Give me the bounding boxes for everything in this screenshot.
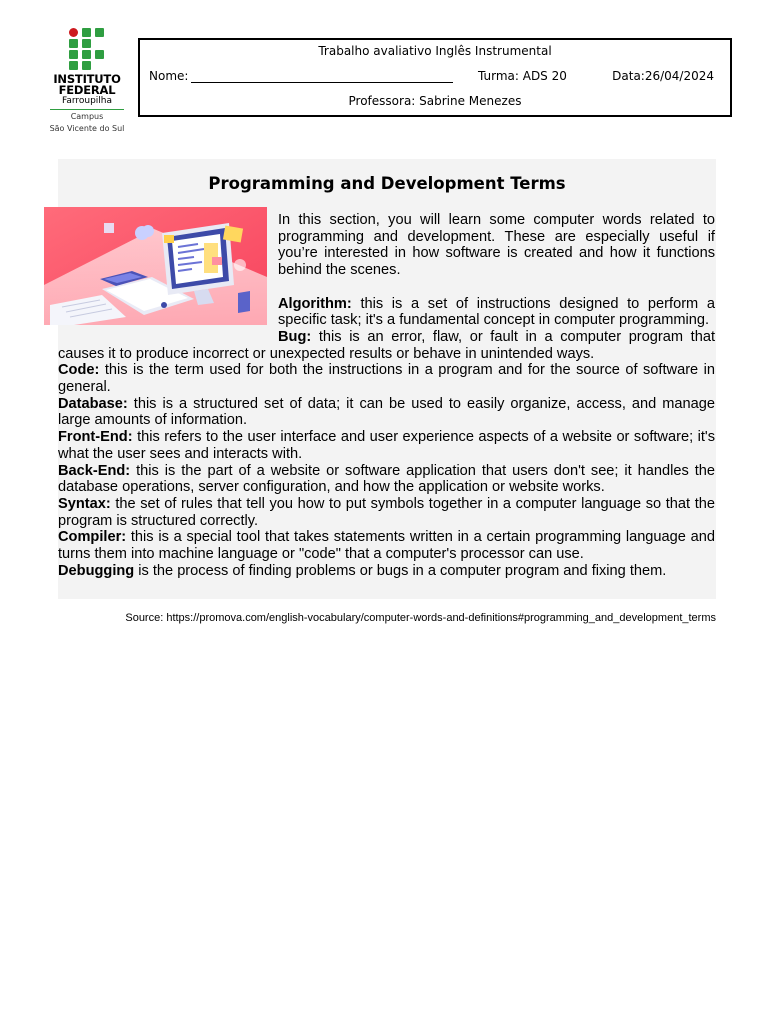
- section-body: [58, 212, 715, 579]
- term-label: Back-End:: [58, 462, 131, 479]
- term-definition: this is an error, flaw, or fault in a computer program that causes it to produce incorrect or unexpected results or behave in unintended ways.: [58, 328, 715, 362]
- term-label: Syntax:: [58, 495, 111, 512]
- logo-subtitle: Farroupilha: [50, 96, 124, 110]
- term-label: Database:: [58, 395, 128, 412]
- term-definition: this refers to the user interface and user experience aspects of a website or software; it's what the user sees and interacts with.: [58, 429, 715, 462]
- term-database: [58, 396, 715, 429]
- logo-campus-line1: Campus: [70, 112, 104, 121]
- source-citation: Source: https://promova.com/english-vocabulary/computer-words-and-definitions#programming_and_development_terms: [125, 612, 716, 624]
- term-definition: this is the part of a website or software application that users don't see; it handles the database operations, server configuration, and how the application or website works.: [58, 462, 715, 496]
- term-front-end: [58, 429, 715, 462]
- logo-campus-line2: São Vicente do Sul: [49, 124, 125, 133]
- teacher-label: Professora: Sabrine Menezes: [348, 94, 522, 108]
- term-definition: this is a set of instructions designed to perform a specific task; it's a fundamental concept in computer programming.: [278, 295, 715, 329]
- term-code: [58, 362, 715, 395]
- term-definition: this is a structured set of data; it can be used to easily organize, access, and manage large amounts of information.: [58, 395, 715, 429]
- term-syntax: [58, 496, 715, 529]
- term-label: Debugging: [58, 562, 135, 579]
- term-back-end: [58, 463, 715, 496]
- term-debugging: [58, 563, 715, 580]
- term-label: Bug:: [278, 328, 312, 345]
- term-definition: this is the term used for both the instructions in a program and for the source of software in general.: [58, 362, 715, 396]
- term-definition: is the process of finding problems or bugs in a computer program and fixing them.: [134, 562, 667, 579]
- term-label: Compiler:: [58, 529, 127, 546]
- illustration-spacer: [58, 212, 278, 334]
- name-blank-line[interactable]: [191, 82, 453, 83]
- class-label: Turma: ADS 20: [478, 69, 567, 83]
- student-info-row: [149, 69, 714, 85]
- date-label: Data:26/04/2024: [612, 69, 714, 83]
- term-label: Code:: [58, 362, 100, 379]
- term-definition: this is a special tool that takes statements written in a certain programming language and turns them into machine language or "code" that a computer's processor can use.: [58, 529, 715, 563]
- name-label: Nome:: [149, 69, 189, 83]
- logo-mark-icon: [69, 28, 105, 72]
- term-compiler: [58, 529, 715, 562]
- logo-name-line1: INSTITUTO: [53, 72, 121, 86]
- term-label: Front-End:: [58, 429, 133, 446]
- logo-name-line2: FEDERAL: [58, 83, 116, 97]
- institution-logo: [44, 28, 130, 134]
- assignment-header: [138, 38, 732, 117]
- section-title: Programming and Development Terms: [208, 174, 566, 193]
- term-label: Algorithm:: [278, 295, 352, 312]
- assignment-title: Trabalho avaliativo Inglês Instrumental: [318, 44, 552, 58]
- intro-paragraph: In this section, you will learn some computer words related to programming and development. These are especially useful if you’re interested in how software is created and how it functions behind the scenes.: [278, 212, 715, 279]
- term-definition: the set of rules that tell you how to put symbols together in a computer language so that the program is structured correctly.: [58, 495, 715, 529]
